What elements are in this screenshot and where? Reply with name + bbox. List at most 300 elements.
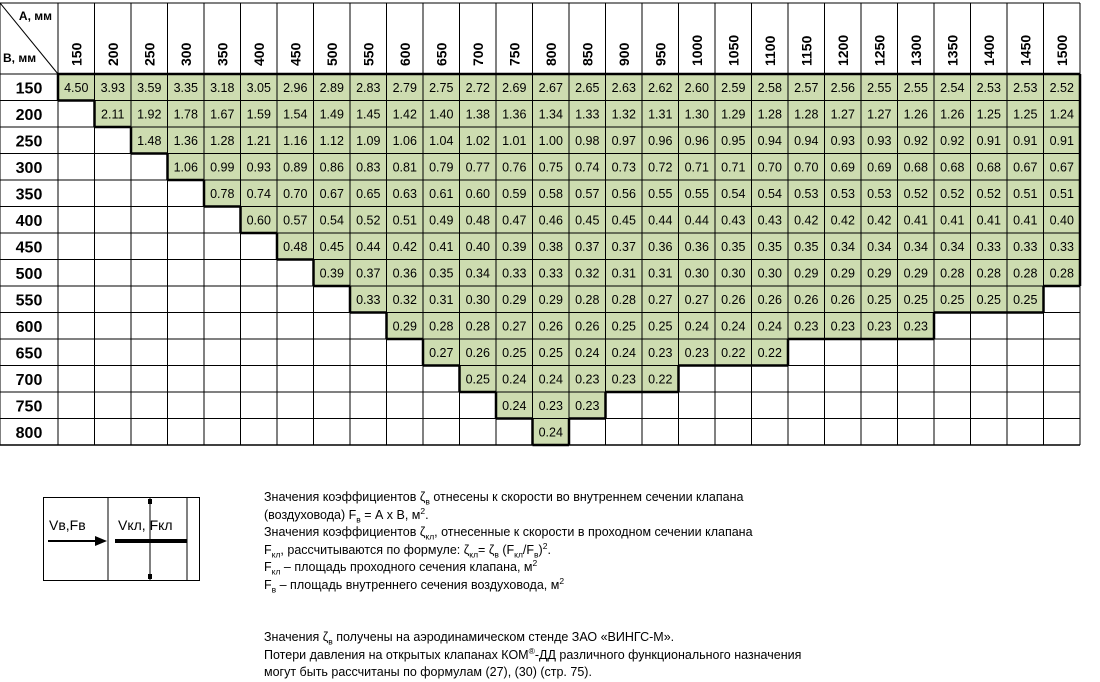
cell-value: 0.65 [356, 186, 381, 201]
cell-value: 0.24 [502, 398, 527, 413]
cell-value: 0.34 [830, 239, 855, 254]
cell-value: 0.69 [867, 160, 892, 175]
cell-value: 0.24 [757, 319, 782, 334]
cell-value: 0.26 [721, 292, 746, 307]
cell-value: 0.45 [319, 239, 344, 254]
column-header: 1400 [980, 34, 997, 66]
cell-value: 0.28 [611, 292, 636, 307]
column-header: 300 [177, 42, 194, 66]
column-header: 750 [506, 42, 523, 66]
cell-value: 0.29 [830, 266, 855, 281]
cell-value: 0.25 [538, 345, 563, 360]
cell-value: 1.28 [794, 107, 819, 122]
column-header: 1200 [834, 34, 851, 66]
cell-value: 3.05 [246, 80, 271, 95]
cell-value: 1.28 [757, 107, 782, 122]
cell-value: 0.58 [538, 186, 563, 201]
cell-value: 0.37 [611, 239, 636, 254]
row-header: 650 [15, 345, 43, 363]
cell-value: 0.28 [940, 266, 965, 281]
valve-blade [115, 539, 187, 543]
column-header: 150 [68, 42, 85, 66]
row-header: 750 [15, 398, 43, 416]
cell-value: 2.83 [356, 80, 381, 95]
cell-value: 0.97 [611, 133, 636, 148]
row-header: 300 [15, 159, 43, 177]
valve-mark-top [148, 499, 152, 504]
cell-value: 0.27 [502, 319, 527, 334]
cell-value: 2.69 [502, 80, 527, 95]
cell-value: 0.24 [538, 425, 563, 440]
cell-value: 0.46 [538, 213, 563, 228]
valve-mark-bottom [148, 574, 152, 579]
cell-value: 0.56 [611, 186, 636, 201]
cell-value: 0.33 [1049, 239, 1074, 254]
cell-value: 1.36 [173, 133, 198, 148]
column-header: 1250 [871, 34, 888, 66]
cell-value: 0.74 [575, 160, 600, 175]
cell-value: 0.34 [940, 239, 965, 254]
cell-value: 0.91 [976, 133, 1001, 148]
cell-value: 0.23 [575, 372, 600, 387]
cell-value: 0.33 [538, 266, 563, 281]
column-header: 250 [141, 42, 158, 66]
cell-value: 2.54 [940, 80, 965, 95]
cell-value: 0.70 [283, 186, 308, 201]
cell-value: 1.48 [137, 133, 162, 148]
cell-value: 0.53 [794, 186, 819, 201]
cell-value: 1.40 [429, 107, 454, 122]
cell-value: 0.35 [794, 239, 819, 254]
cell-value: 1.38 [465, 107, 490, 122]
cell-value: 3.35 [173, 80, 198, 95]
cell-value: 0.41 [976, 213, 1001, 228]
cell-value: 0.35 [721, 239, 746, 254]
cell-value: 2.53 [976, 80, 1001, 95]
cell-value: 0.54 [721, 186, 746, 201]
cell-value: 0.51 [1049, 186, 1074, 201]
cell-value: 0.94 [794, 133, 819, 148]
row-header: 500 [15, 265, 43, 283]
cell-value: 0.43 [757, 213, 782, 228]
note-line-2: (воздуховода) $F_в = А$ х В, $м^2$. [264, 505, 429, 524]
cell-value: 1.12 [319, 133, 344, 148]
cell-value: 0.22 [648, 372, 673, 387]
cell-value: 0.73 [611, 160, 636, 175]
cell-value: 0.31 [429, 292, 454, 307]
cell-value: 1.34 [538, 107, 563, 122]
cell-value: 0.27 [429, 345, 454, 360]
source-line-1: Значения $\zeta_в$ получены на аэродинамическом стенде ЗАО «ВИНГС-М». [264, 630, 675, 647]
cell-value: 0.91 [1049, 133, 1074, 148]
cell-value: 0.25 [867, 292, 892, 307]
cell-value: 1.01 [502, 133, 527, 148]
cell-value: 0.25 [648, 319, 673, 334]
cell-value: 0.33 [976, 239, 1001, 254]
cell-value: 1.32 [611, 107, 636, 122]
cell-value: 0.29 [867, 266, 892, 281]
row-header: 400 [15, 212, 43, 230]
cell-value: 1.59 [246, 107, 271, 122]
cell-value: 0.38 [538, 239, 563, 254]
cell-value: 0.26 [538, 319, 563, 334]
cell-value: 0.29 [392, 319, 417, 334]
cell-value: 1.26 [940, 107, 965, 122]
cell-value: 1.06 [392, 133, 417, 148]
cell-value: 0.23 [903, 319, 928, 334]
cell-value: 0.28 [976, 266, 1001, 281]
cell-value: 0.71 [721, 160, 746, 175]
cell-value: 1.00 [538, 133, 563, 148]
cell-value: 1.27 [867, 107, 892, 122]
cell-value: 0.24 [575, 345, 600, 360]
cell-value: 1.27 [830, 107, 855, 122]
cell-value: 1.30 [684, 107, 709, 122]
note-line-5: $F_{кл}$ – площадь проходного сечения клапана, $м^2$ [264, 557, 538, 577]
cell-value: 2.79 [392, 80, 417, 95]
cell-value: 0.36 [392, 266, 417, 281]
notes-block [264, 489, 964, 594]
cell-value: 1.36 [502, 107, 527, 122]
cell-value: 1.04 [429, 133, 454, 148]
diagram-left-label: Vв,Fв [49, 517, 86, 533]
cell-value: 1.25 [1013, 107, 1038, 122]
cell-value: 2.63 [611, 80, 636, 95]
cell-value: 0.68 [940, 160, 965, 175]
cell-value: 0.36 [684, 239, 709, 254]
cell-value: 0.24 [684, 319, 709, 334]
cell-value: 0.57 [283, 213, 308, 228]
cell-value: 0.53 [830, 186, 855, 201]
column-header: 1050 [725, 34, 742, 66]
column-header: 1450 [1017, 34, 1034, 66]
cell-value: 1.54 [283, 107, 308, 122]
column-header: 650 [433, 42, 450, 66]
cell-value: 0.93 [830, 133, 855, 148]
cell-value: 0.25 [611, 319, 636, 334]
cell-value: 0.40 [1049, 213, 1074, 228]
cell-value: 1.92 [137, 107, 162, 122]
cell-value: 0.54 [319, 213, 344, 228]
cell-value: 0.30 [757, 266, 782, 281]
cell-value: 0.78 [210, 186, 235, 201]
cell-value: 0.69 [830, 160, 855, 175]
cell-value: 0.23 [794, 319, 819, 334]
cell-value: 0.86 [319, 160, 344, 175]
column-header: 1350 [944, 34, 961, 66]
cell-value: 0.91 [1013, 133, 1038, 148]
cell-value: 0.68 [903, 160, 928, 175]
cell-value: 3.59 [137, 80, 162, 95]
cell-value: 0.71 [684, 160, 709, 175]
cell-value: 0.25 [903, 292, 928, 307]
cell-value: 0.67 [1049, 160, 1074, 175]
cell-value: 3.93 [100, 80, 125, 95]
corner-label-b: В, мм [3, 51, 37, 65]
cell-value: 2.58 [757, 80, 782, 95]
cell-value: 0.30 [721, 266, 746, 281]
cell-value: 0.81 [392, 160, 417, 175]
cell-value: 1.02 [465, 133, 490, 148]
corner-label-a: А, мм [18, 9, 52, 23]
column-header: 450 [287, 42, 304, 66]
cell-value: 1.78 [173, 107, 198, 122]
cell-value: 0.28 [1049, 266, 1074, 281]
cell-value: 2.55 [867, 80, 892, 95]
column-header: 550 [360, 42, 377, 66]
cell-value: 0.44 [356, 239, 381, 254]
cell-value: 0.48 [283, 239, 308, 254]
cell-value: 0.52 [903, 186, 928, 201]
column-header: 1150 [798, 35, 815, 66]
cell-value: 0.25 [976, 292, 1001, 307]
cell-value: 0.28 [575, 292, 600, 307]
cell-value: 0.22 [757, 345, 782, 360]
cell-value: 0.30 [684, 266, 709, 281]
cell-value: 0.28 [465, 319, 490, 334]
cell-value: 0.54 [757, 186, 782, 201]
row-header: 350 [15, 186, 43, 204]
cell-value: 0.24 [538, 372, 563, 387]
cell-value: 2.57 [794, 80, 819, 95]
cell-value: 0.42 [867, 213, 892, 228]
cell-value: 1.31 [648, 107, 673, 122]
cell-value: 1.21 [246, 133, 271, 148]
cell-value: 0.70 [794, 160, 819, 175]
cell-value: 1.45 [356, 107, 381, 122]
cell-value: 0.41 [1013, 213, 1038, 228]
cell-value: 1.67 [210, 107, 235, 122]
cell-value: 0.27 [684, 292, 709, 307]
cell-value: 0.40 [465, 239, 490, 254]
cell-value: 0.37 [356, 266, 381, 281]
cell-value: 0.77 [465, 160, 490, 175]
cell-value: 0.74 [246, 186, 271, 201]
column-header: 1100 [761, 35, 778, 66]
cell-value: 0.45 [575, 213, 600, 228]
valve-flow-diagram [43, 497, 213, 583]
cell-value: 0.83 [356, 160, 381, 175]
cell-value: 0.24 [721, 319, 746, 334]
row-header: 150 [15, 80, 43, 98]
column-header: 900 [615, 42, 632, 66]
cell-value: 0.45 [611, 213, 636, 228]
cell-value: 0.30 [465, 292, 490, 307]
cell-value: 0.75 [538, 160, 563, 175]
cell-value: 0.98 [575, 133, 600, 148]
cell-value: 0.44 [648, 213, 673, 228]
source-line-2: Потери давления на открытых клапанах КОМ®-ДД различного функционального назначения [264, 645, 802, 662]
cell-value: 0.52 [940, 186, 965, 201]
cell-value: 1.06 [173, 160, 198, 175]
cell-value: 0.26 [757, 292, 782, 307]
cell-value: 0.41 [940, 213, 965, 228]
column-header: 1500 [1053, 34, 1070, 66]
cell-value: 0.93 [867, 133, 892, 148]
cell-value: 0.29 [502, 292, 527, 307]
cell-value: 0.34 [867, 239, 892, 254]
cell-value: 2.96 [283, 80, 308, 95]
cell-value: 0.55 [648, 186, 673, 201]
cell-value: 0.34 [465, 266, 490, 281]
cell-value: 0.28 [1013, 266, 1038, 281]
cell-value: 0.68 [976, 160, 1001, 175]
cell-value: 0.44 [684, 213, 709, 228]
cell-value: 0.53 [867, 186, 892, 201]
cell-value: 0.24 [502, 372, 527, 387]
cell-value: 1.26 [903, 107, 928, 122]
cell-value: 2.56 [830, 80, 855, 95]
cell-value: 2.75 [429, 80, 454, 95]
cell-value: 0.67 [1013, 160, 1038, 175]
cell-value: 0.29 [903, 266, 928, 281]
cell-value: 0.94 [757, 133, 782, 148]
column-header: 200 [104, 42, 121, 66]
row-header: 600 [15, 318, 43, 336]
cell-value: 0.61 [429, 186, 454, 201]
cell-value: 0.57 [575, 186, 600, 201]
column-header: 600 [396, 42, 413, 66]
cell-value: 1.25 [976, 107, 1001, 122]
cell-value: 1.09 [356, 133, 381, 148]
cell-value: 0.28 [429, 319, 454, 334]
cell-value: 0.60 [465, 186, 490, 201]
cell-value: 1.49 [319, 107, 344, 122]
cell-value: 0.23 [867, 319, 892, 334]
cell-value: 2.67 [538, 80, 563, 95]
cell-value: 0.42 [392, 239, 417, 254]
cell-value: 0.76 [502, 160, 527, 175]
flow-arrow-icon [95, 536, 107, 546]
column-header: 950 [652, 42, 669, 66]
cell-value: 0.32 [575, 266, 600, 281]
cell-value: 2.72 [465, 80, 490, 95]
cell-value: 0.42 [794, 213, 819, 228]
cell-value: 0.31 [611, 266, 636, 281]
column-header: 1000 [688, 34, 705, 66]
cell-value: 0.25 [465, 372, 490, 387]
column-header: 500 [323, 42, 340, 66]
cell-value: 0.29 [538, 292, 563, 307]
cell-value: 0.23 [830, 319, 855, 334]
cell-value: 0.31 [648, 266, 673, 281]
cell-value: 0.32 [392, 292, 417, 307]
cell-value: 0.92 [903, 133, 928, 148]
cell-value: 0.25 [1013, 292, 1038, 307]
row-header: 450 [15, 239, 43, 257]
cell-value: 0.95 [721, 133, 746, 148]
cell-value: 0.41 [903, 213, 928, 228]
cell-value: 0.33 [1013, 239, 1038, 254]
cell-value: 2.11 [101, 107, 125, 122]
cell-value: 0.36 [648, 239, 673, 254]
row-header: 200 [15, 106, 43, 124]
cell-value: 0.99 [210, 160, 235, 175]
cell-value: 2.53 [1013, 80, 1038, 95]
cell-value: 0.51 [392, 213, 417, 228]
note-line-4: $F_{кл}$, рассчитываются по формуле: $\zeta_{кл}= \zeta_в$ $(F_{кл}/F_в)^2$. [264, 540, 551, 559]
cell-value: 0.37 [575, 239, 600, 254]
row-header: 700 [15, 371, 43, 389]
cell-value: 0.35 [429, 266, 454, 281]
cell-value: 0.26 [794, 292, 819, 307]
cell-value: 0.63 [392, 186, 417, 201]
cell-value: 2.59 [721, 80, 746, 95]
column-header: 850 [579, 42, 596, 66]
diagram-right-label: Vкл, Fкл [118, 517, 173, 533]
cell-value: 1.16 [283, 133, 308, 148]
cell-value: 0.55 [684, 186, 709, 201]
row-header: 800 [15, 424, 43, 442]
cell-value: 0.59 [502, 186, 527, 201]
cell-value: 0.42 [830, 213, 855, 228]
cell-value: 0.27 [648, 292, 673, 307]
note-line-6: $F_в$ – площадь внутреннего сечения воздуховода, $м^2$ [264, 575, 565, 594]
cell-value: 0.25 [502, 345, 527, 360]
cell-value: 0.33 [502, 266, 527, 281]
cell-value: 0.23 [611, 372, 636, 387]
cell-value: 0.23 [575, 398, 600, 413]
cell-value: 0.89 [283, 160, 308, 175]
cell-value: 0.47 [502, 213, 527, 228]
cell-value: 0.52 [976, 186, 1001, 201]
cell-value: 0.24 [611, 345, 636, 360]
cell-value: 0.23 [684, 345, 709, 360]
cell-value: 1.28 [210, 133, 235, 148]
row-header: 550 [15, 292, 43, 310]
cell-value: 0.29 [794, 266, 819, 281]
cell-value: 1.24 [1049, 107, 1074, 122]
cell-value: 0.26 [830, 292, 855, 307]
cell-value: 0.49 [429, 213, 454, 228]
cell-value: 0.43 [721, 213, 746, 228]
cell-value: 0.96 [648, 133, 673, 148]
cell-value: 0.22 [721, 345, 746, 360]
cell-value: 0.33 [356, 292, 381, 307]
cell-value: 0.23 [648, 345, 673, 360]
cell-value: 0.35 [757, 239, 782, 254]
cell-value: 0.39 [319, 266, 344, 281]
cell-value: 2.62 [648, 80, 673, 95]
cell-value: 0.39 [502, 239, 527, 254]
source-line-3: могут быть рассчитаны по формулам (27), (30) (стр. 75). [264, 665, 592, 679]
cell-value: 2.52 [1049, 80, 1074, 95]
column-header: 400 [250, 42, 267, 66]
cell-value: 0.52 [356, 213, 381, 228]
cell-value: 2.89 [319, 80, 344, 95]
cell-value: 0.79 [429, 160, 454, 175]
cell-value: 0.60 [246, 213, 271, 228]
source-note-block [264, 629, 964, 682]
cell-value: 4.50 [64, 80, 89, 95]
cell-value: 0.23 [538, 398, 563, 413]
column-header: 350 [214, 42, 231, 66]
cell-value: 0.93 [246, 160, 271, 175]
cell-value: 2.60 [684, 80, 709, 95]
cell-value: 0.67 [319, 186, 344, 201]
cell-value: 1.33 [575, 107, 600, 122]
cell-value: 2.65 [575, 80, 600, 95]
cell-value: 3.18 [210, 80, 235, 95]
note-line-3: Значения коэффициентов $\zeta_{кл}$, отнесенные к скорости в проходном сечении клапана [264, 525, 753, 542]
column-header: 700 [469, 42, 486, 66]
cell-value: 0.70 [757, 160, 782, 175]
cell-value: 0.96 [684, 133, 709, 148]
cell-value: 0.48 [465, 213, 490, 228]
cell-value: 0.26 [575, 319, 600, 334]
cell-value: 1.42 [392, 107, 417, 122]
cell-value: 0.34 [903, 239, 928, 254]
